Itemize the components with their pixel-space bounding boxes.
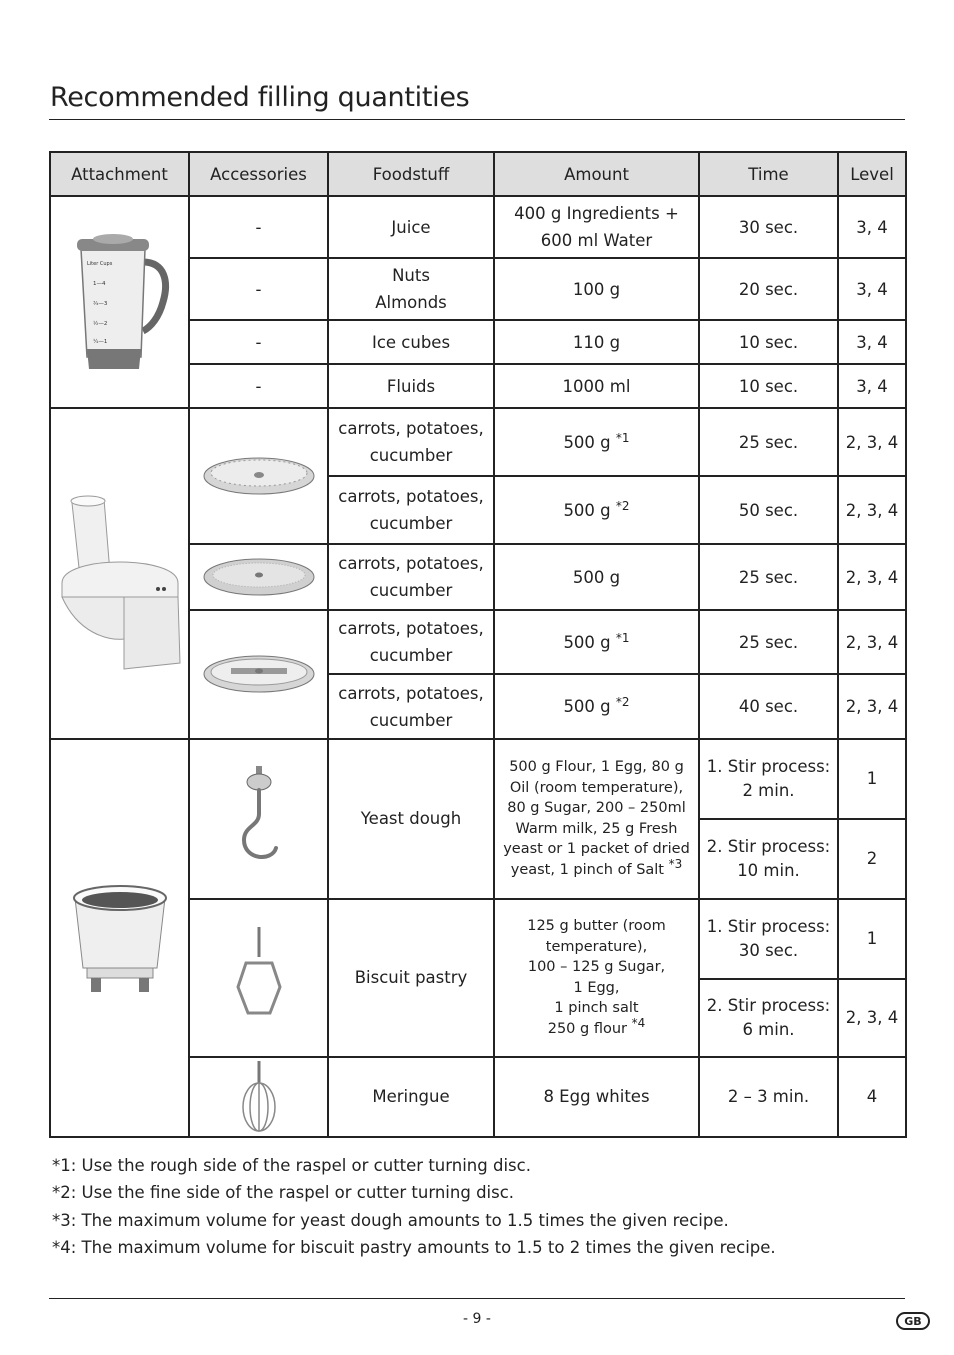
kneading-hook-icon <box>234 764 284 874</box>
time-cell: 20 sec. <box>699 258 838 320</box>
whisk-icon <box>234 1059 284 1135</box>
level-cell: 2 <box>838 819 906 899</box>
footnote-3: *3: The maximum volume for yeast dough amounts to 1.5 times the given recipe. <box>52 1211 729 1230</box>
time-cell: 50 sec. <box>699 476 838 544</box>
foodstuff-cell: Ice cubes <box>328 320 494 364</box>
time-cell: 2 – 3 min. <box>699 1057 838 1137</box>
table-row <box>50 739 906 819</box>
foodstuff-cell: carrots, potatoes, cucumber <box>328 544 494 610</box>
blender-jug-image <box>65 227 175 377</box>
amount-cell: 110 g <box>494 320 699 364</box>
raspel-disc-icon <box>201 451 317 501</box>
time-cell: 25 sec. <box>699 408 838 476</box>
jug-scale-mark: ¾—3 <box>92 301 107 308</box>
header-time: Time <box>699 152 838 196</box>
table-row <box>50 408 906 476</box>
foodstuff-cell: Nuts Almonds <box>328 258 494 320</box>
foodstuff-cell: Yeast dough <box>328 739 494 899</box>
level-cell: 2, 3, 4 <box>838 674 906 738</box>
mixing-bowl-cell <box>50 739 189 1137</box>
accessory-cell: - <box>189 364 328 408</box>
table-row <box>50 196 906 258</box>
amount-cell: 500 g $^{*1}$ <box>494 610 699 674</box>
level-cell: 2, 3, 4 <box>838 979 906 1057</box>
cutter-attachment-image <box>58 473 182 673</box>
amount-cell: 500 g <box>494 544 699 610</box>
amount-cell: 500 g $^{*1}$ <box>494 408 699 476</box>
blender-jug-cell <box>50 196 189 408</box>
time-cell: 40 sec. <box>699 674 838 738</box>
level-cell: 3, 4 <box>838 196 906 258</box>
foodstuff-cell: Fluids <box>328 364 494 408</box>
time-cell: 25 sec. <box>699 544 838 610</box>
mixing-bowl-image <box>65 878 175 998</box>
raspel-disc-cell <box>189 408 328 544</box>
header-amount: Amount <box>494 152 699 196</box>
time-cell: 10 sec. <box>699 320 838 364</box>
accessory-cell: - <box>189 258 328 320</box>
time-cell: 25 sec. <box>699 610 838 674</box>
foodstuff-cell: Biscuit pastry <box>328 899 494 1057</box>
amount-cell: 500 g $^{*2}$ <box>494 674 699 738</box>
footer-rule <box>49 1298 905 1299</box>
foodstuff-cell: carrots, potatoes, cucumber <box>328 476 494 544</box>
header-foodstuff: Foodstuff <box>328 152 494 196</box>
header-attachment: Attachment <box>50 152 189 196</box>
footnote-2: *2: Use the fine side of the raspel or cutter turning disc. <box>52 1183 515 1202</box>
foodstuff-cell: Meringue <box>328 1057 494 1137</box>
foodstuff-cell: carrots, potatoes, cucumber <box>328 408 494 476</box>
time-cell: 2. Stir process: 10 min. <box>699 819 838 899</box>
amount-cell: 1000 ml <box>494 364 699 408</box>
title-rule <box>49 119 905 120</box>
level-cell: 3, 4 <box>838 258 906 320</box>
level-cell: 2, 3, 4 <box>838 544 906 610</box>
flat-beater-icon <box>234 923 284 1033</box>
footnote-4: *4: The maximum volume for biscuit pastry amounts to 1.5 to 2 times the given recipe. <box>52 1238 776 1257</box>
amount-cell: 125 g butter (room temperature), 100 – 125 g Sugar, 1 Egg, 1 pinch salt 250 g flour $^{*4}$ <box>494 899 699 1057</box>
page-number: - 9 - <box>463 1311 491 1327</box>
amount-cell: 500 g Flour, 1 Egg, 80 g Oil (room temperature), 80 g Sugar, 200 – 250ml Warm milk, 25 g Fresh yeast or 1 packet of dried yeast, 1 pinch of Salt $^{*3}$ <box>494 739 699 899</box>
level-cell: 2, 3, 4 <box>838 610 906 674</box>
beater-cell <box>189 899 328 1057</box>
fine-disc-icon <box>201 552 317 602</box>
whisk-cell <box>189 1057 328 1137</box>
time-cell: 2. Stir process: 6 min. <box>699 979 838 1057</box>
time-cell: 30 sec. <box>699 196 838 258</box>
time-cell: 1. Stir process: 2 min. <box>699 739 838 819</box>
jug-scale-header: Liter Cups <box>86 261 112 268</box>
foodstuff-cell: Juice <box>328 196 494 258</box>
jug-scale-mark: ½—2 <box>92 321 107 328</box>
amount-cell: 8 Egg whites <box>494 1057 699 1137</box>
page-title: Recommended filling quantities <box>50 82 470 113</box>
foodstuff-cell: carrots, potatoes, cucumber <box>328 610 494 674</box>
level-cell: 3, 4 <box>838 320 906 364</box>
amount-cell: 400 g Ingredients + 600 ml Water <box>494 196 699 258</box>
header-level: Level <box>838 152 906 196</box>
level-cell: 2, 3, 4 <box>838 408 906 476</box>
time-cell: 1. Stir process: 30 sec. <box>699 899 838 979</box>
filling-quantities-table <box>49 151 907 1138</box>
header-row <box>50 152 906 196</box>
jug-scale-mark: 1—4 <box>92 281 105 288</box>
fine-disc-cell <box>189 544 328 610</box>
cutter-attachment-cell <box>50 408 189 738</box>
level-cell: 4 <box>838 1057 906 1137</box>
amount-cell: 500 g $^{*2}$ <box>494 476 699 544</box>
language-badge: GB <box>896 1312 930 1330</box>
amount-cell: 100 g <box>494 258 699 320</box>
accessory-cell: - <box>189 196 328 258</box>
slicer-disc-icon <box>201 649 317 699</box>
footnote-1: *1: Use the rough side of the raspel or cutter turning disc. <box>52 1156 531 1175</box>
level-cell: 1 <box>838 739 906 819</box>
level-cell: 3, 4 <box>838 364 906 408</box>
time-cell: 10 sec. <box>699 364 838 408</box>
jug-scale-mark: ¼—1 <box>92 339 107 346</box>
kneading-hook-cell <box>189 739 328 899</box>
header-accessories: Accessories <box>189 152 328 196</box>
foodstuff-cell: carrots, potatoes, cucumber <box>328 674 494 738</box>
accessory-cell: - <box>189 320 328 364</box>
level-cell: 1 <box>838 899 906 979</box>
level-cell: 2, 3, 4 <box>838 476 906 544</box>
slicer-disc-cell <box>189 610 328 738</box>
